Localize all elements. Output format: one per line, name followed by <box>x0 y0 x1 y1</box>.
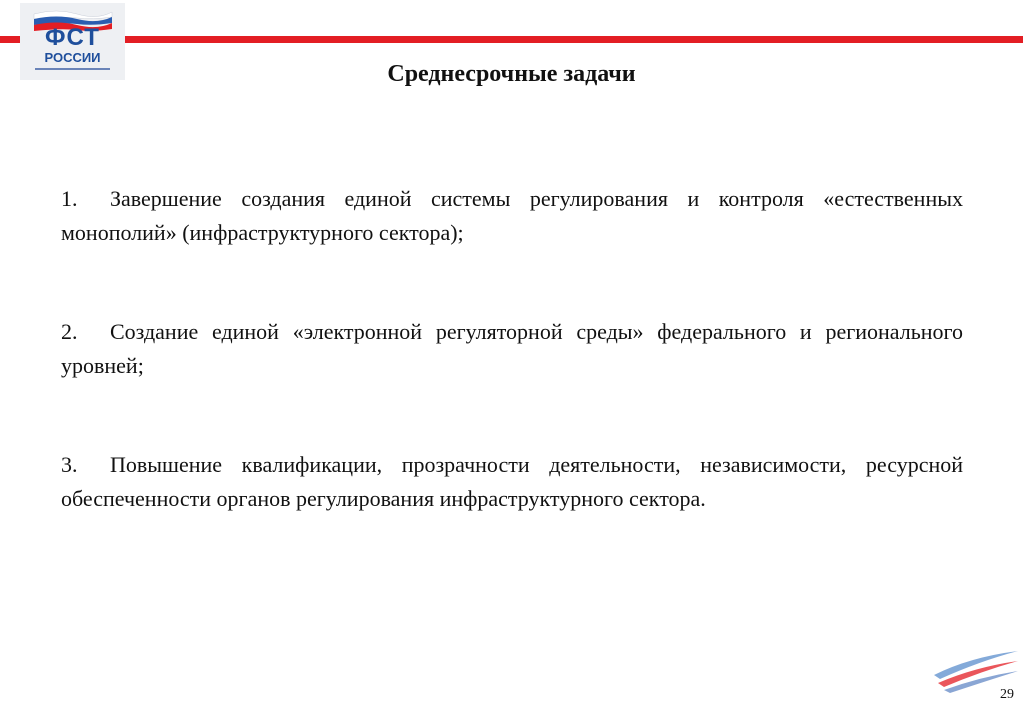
logo-fst-text: ФСТ <box>45 24 100 51</box>
page-number: 29 <box>1000 687 1014 702</box>
task-item <box>61 448 963 516</box>
task-text: Повышение квалификации, прозрачности деятельности, независимости, ресурсной обеспеченности органов регулирования инфраструктурного сектора. <box>61 452 963 511</box>
task-text: Создание единой «электронной регуляторной среды» федерального и регионального уровней; <box>61 319 963 378</box>
header-red-bar <box>0 36 1023 43</box>
task-number: 2. <box>61 319 78 344</box>
task-item <box>61 315 963 383</box>
task-text: Завершение создания единой системы регулирования и контроля «естественных монополий» (инфраструктурного сектора); <box>61 186 963 245</box>
logo-rossii-text: РОССИИ <box>44 50 101 65</box>
task-item <box>61 182 963 250</box>
task-number: 3. <box>61 452 78 477</box>
task-number: 1. <box>61 186 78 211</box>
slide-title: Среднесрочные задачи <box>387 61 636 87</box>
